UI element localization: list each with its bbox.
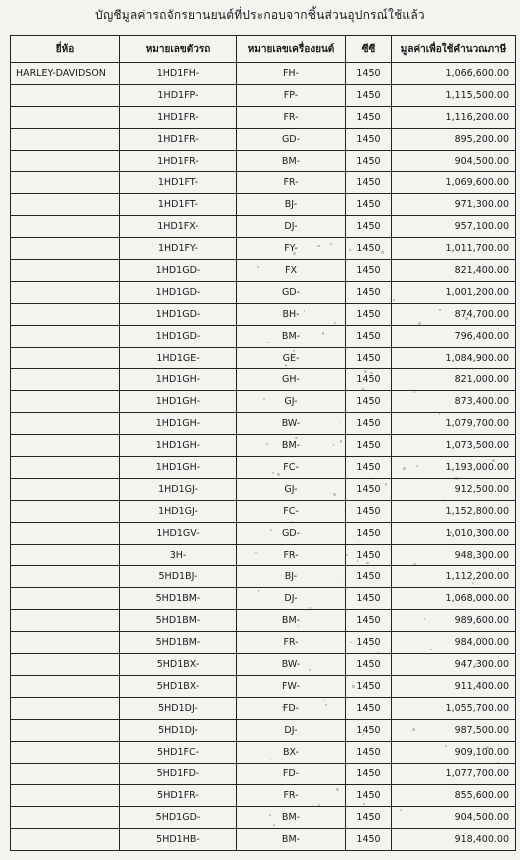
cell-brand (11, 216, 120, 238)
cell-cc: 1450 (346, 829, 392, 851)
cell-engine: GJ- (237, 391, 346, 413)
cell-cc: 1450 (346, 281, 392, 303)
cell-cc: 1450 (346, 194, 392, 216)
cell-chassis: 1HD1GH- (120, 391, 237, 413)
cell-chassis: 1HD1FR- (120, 150, 237, 172)
cell-engine: BM- (237, 829, 346, 851)
cell-cc: 1450 (346, 807, 392, 829)
table-row (11, 391, 516, 413)
cell-engine: FD- (237, 697, 346, 719)
cell-value: 1,011,700.00 (392, 238, 516, 260)
table-row (11, 84, 516, 106)
cell-chassis: 1HD1GH- (120, 413, 237, 435)
cell-value: 904,500.00 (392, 150, 516, 172)
cell-brand (11, 500, 120, 522)
table-row (11, 303, 516, 325)
cell-cc: 1450 (346, 588, 392, 610)
cell-value: 855,600.00 (392, 785, 516, 807)
cell-cc: 1450 (346, 435, 392, 457)
cell-chassis: 1HD1FY- (120, 238, 237, 260)
cell-engine: FY- (237, 238, 346, 260)
cell-cc: 1450 (346, 347, 392, 369)
cell-value: 1,001,200.00 (392, 281, 516, 303)
table-row (11, 457, 516, 479)
cell-value: 821,400.00 (392, 260, 516, 282)
table-row (11, 238, 516, 260)
cell-cc: 1450 (346, 413, 392, 435)
cell-engine: BJ- (237, 194, 346, 216)
cell-engine: GD- (237, 281, 346, 303)
cell-brand (11, 654, 120, 676)
cell-chassis: 3H- (120, 544, 237, 566)
cell-value: 1,069,600.00 (392, 172, 516, 194)
cell-cc: 1450 (346, 719, 392, 741)
cell-brand (11, 807, 120, 829)
table-row (11, 63, 516, 85)
cell-value: 947,300.00 (392, 654, 516, 676)
table-row (11, 260, 516, 282)
table-row (11, 150, 516, 172)
cell-brand (11, 544, 120, 566)
cell-engine: BH- (237, 303, 346, 325)
cell-cc: 1450 (346, 84, 392, 106)
header-cc: ซีซี (346, 36, 392, 63)
cell-cc: 1450 (346, 741, 392, 763)
cell-chassis: 5HD1BJ- (120, 566, 237, 588)
cell-brand (11, 150, 120, 172)
cell-chassis: 5HD1FD- (120, 763, 237, 785)
cell-cc: 1450 (346, 303, 392, 325)
cell-engine: BM- (237, 150, 346, 172)
table-row (11, 588, 516, 610)
cell-cc: 1450 (346, 566, 392, 588)
cell-brand (11, 719, 120, 741)
cell-value: 1,055,700.00 (392, 697, 516, 719)
cell-cc: 1450 (346, 260, 392, 282)
cell-value: 904,500.00 (392, 807, 516, 829)
cell-chassis: 5HD1GD- (120, 807, 237, 829)
cell-value: 918,400.00 (392, 829, 516, 851)
header-row (11, 36, 516, 63)
cell-brand (11, 566, 120, 588)
cell-cc: 1450 (346, 150, 392, 172)
cell-cc: 1450 (346, 785, 392, 807)
table-row (11, 435, 516, 457)
table-row (11, 216, 516, 238)
cell-brand (11, 303, 120, 325)
cell-value: 1,112,200.00 (392, 566, 516, 588)
cell-cc: 1450 (346, 763, 392, 785)
cell-chassis: 5HD1FR- (120, 785, 237, 807)
cell-brand (11, 588, 120, 610)
table-row (11, 697, 516, 719)
cell-value: 989,600.00 (392, 610, 516, 632)
cell-engine: BW- (237, 654, 346, 676)
cell-brand (11, 106, 120, 128)
cell-engine: GE- (237, 347, 346, 369)
table-row (11, 347, 516, 369)
cell-value: 895,200.00 (392, 128, 516, 150)
cell-chassis: 1HD1GJ- (120, 478, 237, 500)
cell-engine: FD- (237, 763, 346, 785)
cell-brand (11, 238, 120, 260)
cell-value: 948,300.00 (392, 544, 516, 566)
cell-value: 1,116,200.00 (392, 106, 516, 128)
cell-brand (11, 281, 120, 303)
cell-brand (11, 194, 120, 216)
cell-cc: 1450 (346, 172, 392, 194)
document-title: บัญชีมูลค่ารถจักรยานยนต์ที่ประกอบจากชิ้นส่วนอุปกรณ์ใช้แล้ว (95, 8, 425, 22)
table-row (11, 807, 516, 829)
cell-chassis: 1HD1FT- (120, 194, 237, 216)
cell-brand (11, 369, 120, 391)
cell-engine: FR- (237, 785, 346, 807)
cell-cc: 1450 (346, 63, 392, 85)
cell-chassis: 1HD1FX- (120, 216, 237, 238)
cell-engine: DJ- (237, 216, 346, 238)
cell-chassis: 1HD1GE- (120, 347, 237, 369)
header-brand: ยี่ห้อ (11, 36, 120, 63)
cell-chassis: 1HD1FR- (120, 128, 237, 150)
cell-cc: 1450 (346, 457, 392, 479)
cell-cc: 1450 (346, 544, 392, 566)
table-row (11, 719, 516, 741)
cell-brand (11, 632, 120, 654)
cell-cc: 1450 (346, 369, 392, 391)
cell-value: 909,100.00 (392, 741, 516, 763)
cell-brand (11, 172, 120, 194)
cell-engine: BX- (237, 741, 346, 763)
cell-cc: 1450 (346, 391, 392, 413)
cell-chassis: 1HD1FR- (120, 106, 237, 128)
header-tax-value: มูลค่าเพื่อใช้คำนวณภาษี (392, 36, 516, 63)
table-row (11, 500, 516, 522)
cell-chassis: 1HD1FH- (120, 63, 237, 85)
cell-brand (11, 522, 120, 544)
table-row (11, 654, 516, 676)
cell-engine: BM- (237, 435, 346, 457)
table-row (11, 566, 516, 588)
cell-value: 821,000.00 (392, 369, 516, 391)
cell-value: 912,500.00 (392, 478, 516, 500)
cell-brand (11, 697, 120, 719)
cell-chassis: 1HD1GH- (120, 457, 237, 479)
cell-chassis: 1HD1FT- (120, 172, 237, 194)
cell-cc: 1450 (346, 610, 392, 632)
cell-engine: FX (237, 260, 346, 282)
cell-engine: GD- (237, 522, 346, 544)
cell-chassis: 5HD1BM- (120, 632, 237, 654)
cell-chassis: 5HD1BX- (120, 654, 237, 676)
cell-cc: 1450 (346, 238, 392, 260)
cell-engine: BJ- (237, 566, 346, 588)
cell-value: 1,077,700.00 (392, 763, 516, 785)
cell-brand (11, 478, 120, 500)
cell-engine: FR- (237, 106, 346, 128)
cell-engine: BM- (237, 325, 346, 347)
cell-cc: 1450 (346, 632, 392, 654)
table-row (11, 632, 516, 654)
cell-brand (11, 763, 120, 785)
table-row (11, 413, 516, 435)
cell-brand (11, 413, 120, 435)
table-row (11, 172, 516, 194)
cell-chassis: 5HD1HB- (120, 829, 237, 851)
cell-brand (11, 457, 120, 479)
cell-cc: 1450 (346, 128, 392, 150)
cell-value: 796,400.00 (392, 325, 516, 347)
table-row (11, 194, 516, 216)
cell-brand (11, 347, 120, 369)
table-row (11, 478, 516, 500)
cell-engine: GD- (237, 128, 346, 150)
cell-value: 873,400.00 (392, 391, 516, 413)
cell-engine: FC- (237, 500, 346, 522)
table-row (11, 610, 516, 632)
cell-cc: 1450 (346, 478, 392, 500)
cell-chassis: 5HD1BM- (120, 610, 237, 632)
cell-chassis: 1HD1GD- (120, 260, 237, 282)
cell-cc: 1450 (346, 500, 392, 522)
cell-chassis: 1HD1GD- (120, 325, 237, 347)
cell-cc: 1450 (346, 697, 392, 719)
cell-brand: HARLEY-DAVIDSON (11, 63, 120, 85)
cell-engine: BM- (237, 610, 346, 632)
cell-value: 971,300.00 (392, 194, 516, 216)
table-row (11, 325, 516, 347)
table-row (11, 741, 516, 763)
cell-chassis: 1HD1GH- (120, 435, 237, 457)
cell-value: 1,115,500.00 (392, 84, 516, 106)
cell-chassis: 1HD1FP- (120, 84, 237, 106)
table-row (11, 544, 516, 566)
cell-engine: FC- (237, 457, 346, 479)
cell-chassis: 5HD1DJ- (120, 697, 237, 719)
cell-value: 1,066,600.00 (392, 63, 516, 85)
header-engine-number: หมายเลขเครื่องยนต์ (237, 36, 346, 63)
cell-brand (11, 610, 120, 632)
cell-value: 874,700.00 (392, 303, 516, 325)
cell-brand (11, 260, 120, 282)
cell-chassis: 1HD1GH- (120, 369, 237, 391)
cell-engine: FR- (237, 544, 346, 566)
cell-brand (11, 741, 120, 763)
cell-engine: BM- (237, 807, 346, 829)
cell-cc: 1450 (346, 325, 392, 347)
cell-chassis: 1HD1GD- (120, 303, 237, 325)
cell-value: 911,400.00 (392, 675, 516, 697)
table-row (11, 369, 516, 391)
table-row (11, 785, 516, 807)
cell-brand (11, 391, 120, 413)
cell-chassis: 5HD1BX- (120, 675, 237, 697)
cell-value: 1,010,300.00 (392, 522, 516, 544)
cell-brand (11, 785, 120, 807)
cell-cc: 1450 (346, 106, 392, 128)
cell-value: 1,152,800.00 (392, 500, 516, 522)
cell-chassis: 1HD1GD- (120, 281, 237, 303)
cell-engine: FP- (237, 84, 346, 106)
table-row (11, 675, 516, 697)
table-row (11, 522, 516, 544)
cell-chassis: 5HD1DJ- (120, 719, 237, 741)
cell-brand (11, 675, 120, 697)
cell-engine: GJ- (237, 478, 346, 500)
cell-cc: 1450 (346, 216, 392, 238)
table-row (11, 281, 516, 303)
cell-value: 1,084,900.00 (392, 347, 516, 369)
cell-engine: FW- (237, 675, 346, 697)
cell-engine: DJ- (237, 719, 346, 741)
cell-engine: BW- (237, 413, 346, 435)
cell-engine: FH- (237, 63, 346, 85)
cell-engine: GH- (237, 369, 346, 391)
cell-brand (11, 435, 120, 457)
cell-value: 1,079,700.00 (392, 413, 516, 435)
table-row (11, 106, 516, 128)
table-body (11, 63, 516, 851)
cell-cc: 1450 (346, 675, 392, 697)
table-row (11, 763, 516, 785)
cell-value: 957,100.00 (392, 216, 516, 238)
cell-chassis: 1HD1GV- (120, 522, 237, 544)
table-row (11, 829, 516, 851)
cell-brand (11, 128, 120, 150)
cell-brand (11, 829, 120, 851)
cell-cc: 1450 (346, 654, 392, 676)
cell-chassis: 5HD1FC- (120, 741, 237, 763)
cell-engine: DJ- (237, 588, 346, 610)
cell-brand (11, 325, 120, 347)
cell-engine: FR- (237, 632, 346, 654)
cell-value: 1,193,000.00 (392, 457, 516, 479)
cell-cc: 1450 (346, 522, 392, 544)
cell-value: 984,000.00 (392, 632, 516, 654)
cell-value: 987,500.00 (392, 719, 516, 741)
header-chassis-number: หมายเลขตัวรถ (120, 36, 237, 63)
cell-value: 1,068,000.00 (392, 588, 516, 610)
cell-chassis: 1HD1GJ- (120, 500, 237, 522)
valuation-table (10, 35, 516, 851)
cell-value: 1,073,500.00 (392, 435, 516, 457)
table-row (11, 128, 516, 150)
cell-engine: FR- (237, 172, 346, 194)
cell-brand (11, 84, 120, 106)
cell-chassis: 5HD1BM- (120, 588, 237, 610)
